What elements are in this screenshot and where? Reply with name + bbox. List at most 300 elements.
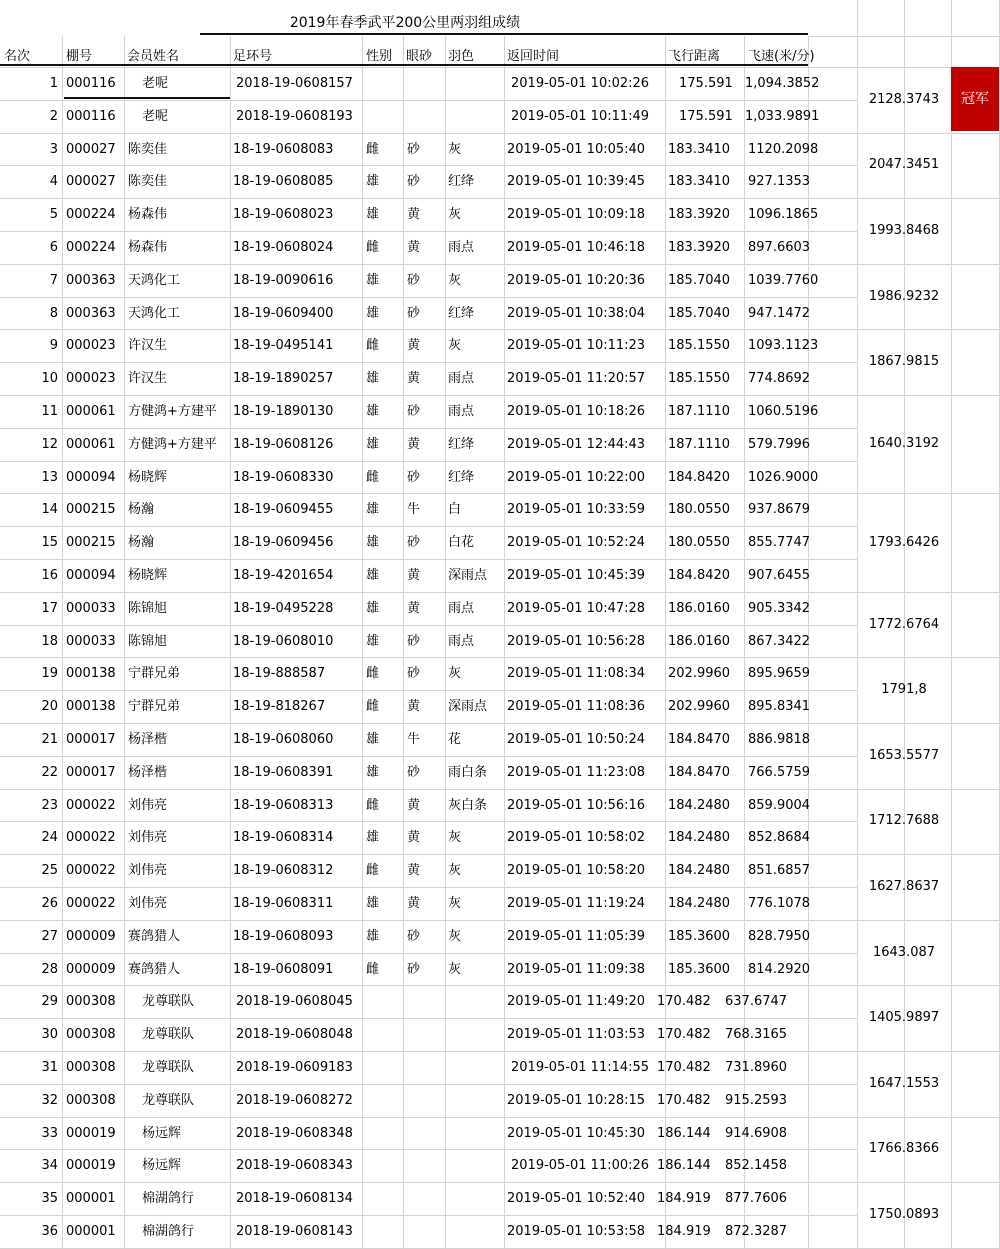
grid-col-line [904, 36, 905, 1248]
grid-row-line [0, 887, 857, 888]
member-name-cell: 杨瀚 [128, 535, 155, 550]
grid-row-line [0, 133, 857, 134]
sex-cell: 雄 [366, 174, 380, 189]
grid-row-line [857, 1182, 1000, 1183]
feather-color-cell: 灰 [448, 338, 462, 353]
column-header: 足环号 [233, 49, 273, 64]
grid-row-line [0, 657, 857, 658]
grid-row-line [0, 297, 857, 298]
ring-number-cell: 18-19-0495228 [233, 601, 334, 616]
grid-row-line [0, 1149, 857, 1150]
ring-number-cell: 18-19-0608311 [233, 896, 334, 911]
grid-row-line [0, 953, 857, 954]
eye-cell: 砂 [407, 666, 421, 681]
speed-cell: 907.6455 [748, 568, 811, 583]
grid-row-line [0, 690, 857, 691]
grid-row-line [0, 625, 857, 626]
ring-number-cell: 18-19-0608093 [233, 929, 334, 944]
eye-cell: 黄 [407, 798, 421, 813]
speed-cell: 867.3422 [748, 634, 811, 649]
eye-cell: 砂 [407, 404, 421, 419]
rank-cell: 23 [41, 798, 58, 813]
eye-cell: 黄 [407, 240, 421, 255]
rank-cell: 21 [41, 732, 58, 747]
rank-cell: 16 [41, 568, 58, 583]
grid-row-line [0, 1215, 857, 1216]
rank-cell: 24 [41, 830, 58, 845]
member-name-cell: 杨泽楷 [128, 732, 168, 747]
return-time-cell: 2019-05-01 10:53:58 [507, 1224, 646, 1239]
ring-number-cell: 18-19-0608010 [233, 634, 334, 649]
feather-color-cell: 红绛 [448, 306, 475, 321]
rank-cell: 31 [41, 1060, 58, 1075]
pair-total-cell: 1653.5577 [868, 748, 940, 763]
return-time-cell: 2019-05-01 10:11:49 [511, 109, 650, 124]
member-name-cell: 陈奕佳 [128, 142, 168, 157]
loft-cell: 000023 [66, 338, 116, 353]
grid-row-line [857, 329, 1000, 330]
ring-number-cell: 18-19-0495141 [233, 338, 334, 353]
loft-cell: 000019 [66, 1158, 116, 1173]
return-time-cell: 2019-05-01 10:28:15 [507, 1093, 646, 1108]
member-name-cell: 棉湖鸽行 [142, 1191, 195, 1206]
ring-number-cell: 18-19-0608024 [233, 240, 334, 255]
feather-color-cell: 灰 [448, 830, 462, 845]
member-name-cell: 老呢 [142, 76, 169, 91]
speed-cell: 1026.9000 [748, 470, 819, 485]
grid-col-line [403, 36, 404, 1248]
distance-cell: 185.7040 [668, 273, 731, 288]
grid-row-line [808, 36, 1000, 37]
sex-cell: 雌 [366, 863, 380, 878]
speed-cell: 1060.5196 [748, 404, 819, 419]
sex-cell: 雌 [366, 338, 380, 353]
loft-cell: 000017 [66, 765, 116, 780]
rank-cell: 4 [49, 174, 58, 189]
speed-cell: 731.8960 [725, 1060, 788, 1075]
loft-cell: 000061 [66, 404, 116, 419]
feather-color-cell: 灰 [448, 207, 462, 222]
rank-cell: 6 [49, 240, 58, 255]
feather-color-cell: 雨点 [448, 634, 475, 649]
column-header: 棚号 [66, 49, 93, 64]
distance-cell: 185.1550 [668, 338, 731, 353]
member-name-cell: 龙尊联队 [142, 1027, 195, 1042]
loft-cell: 000363 [66, 306, 116, 321]
sex-cell: 雄 [366, 732, 380, 747]
rank-cell: 28 [41, 962, 58, 977]
loft-cell: 000022 [66, 896, 116, 911]
member-name-cell: 陈锦旭 [128, 634, 168, 649]
distance-cell: 184.919 [657, 1224, 711, 1239]
loft-cell: 000308 [66, 1060, 116, 1075]
ring-number-cell: 18-19-0608313 [233, 798, 334, 813]
pair-total-cell: 2128.3743 [868, 92, 940, 107]
sex-cell: 雄 [366, 568, 380, 583]
member-name-cell: 方健鸿+方建平 [128, 404, 217, 419]
loft-cell: 000138 [66, 699, 116, 714]
return-time-cell: 2019-05-01 10:50:24 [507, 732, 646, 747]
rank-cell: 34 [41, 1158, 58, 1173]
eye-cell: 黄 [407, 437, 421, 452]
loft-cell: 000023 [66, 371, 116, 386]
return-time-cell: 2019-05-01 10:52:40 [507, 1191, 646, 1206]
ring-number-cell: 18-19-0608312 [233, 863, 334, 878]
return-time-cell: 2019-05-01 10:33:59 [507, 502, 646, 517]
feather-color-cell: 花 [448, 732, 462, 747]
sex-cell: 雄 [366, 830, 380, 845]
feather-color-cell: 红绛 [448, 470, 475, 485]
grid-row-line [857, 1117, 1000, 1118]
grid-row-line [0, 67, 857, 68]
speed-cell: 776.1078 [748, 896, 811, 911]
rank-cell: 5 [49, 207, 58, 222]
member-name-cell: 许汉生 [128, 338, 168, 353]
grid-row-line [857, 657, 1000, 658]
distance-cell: 184.8470 [668, 732, 731, 747]
member-name-cell: 杨泽楷 [128, 765, 168, 780]
feather-color-cell: 红绛 [448, 174, 475, 189]
sex-cell: 雄 [366, 306, 380, 321]
distance-cell: 184.8420 [668, 470, 731, 485]
grid-row-line [0, 1051, 857, 1052]
ring-number-cell: 18-19-1890130 [233, 404, 334, 419]
loft-cell: 000033 [66, 634, 116, 649]
sex-cell: 雌 [366, 798, 380, 813]
loft-cell: 000094 [66, 568, 116, 583]
grid-row-line [0, 789, 857, 790]
member-name-cell: 龙尊联队 [142, 1060, 195, 1075]
sex-cell: 雄 [366, 502, 380, 517]
sex-cell: 雄 [366, 437, 380, 452]
member-name-cell: 宁群兄弟 [128, 666, 181, 681]
grid-row-line [857, 493, 1000, 494]
ring-number-cell: 18-19-0608091 [233, 962, 334, 977]
loft-cell: 000001 [66, 1191, 116, 1206]
distance-cell: 175.591 [679, 109, 733, 124]
ring-number-cell: 18-19-0608314 [233, 830, 334, 845]
member-name-cell: 杨晓辉 [128, 470, 168, 485]
return-time-cell: 2019-05-01 10:11:23 [507, 338, 646, 353]
distance-cell: 184.2480 [668, 798, 731, 813]
return-time-cell: 2019-05-01 11:08:36 [507, 699, 646, 714]
ring-number-cell: 18-19-888587 [233, 666, 326, 681]
distance-cell: 185.3600 [668, 962, 731, 977]
return-time-cell: 2019-05-01 10:20:36 [507, 273, 646, 288]
ring-number-cell: 2018-19-0608343 [236, 1158, 353, 1173]
speed-cell: 814.2920 [748, 962, 811, 977]
member-name-cell: 陈锦旭 [128, 601, 168, 616]
member-name-cell: 天鸿化工 [128, 273, 181, 288]
distance-cell: 202.9960 [668, 699, 731, 714]
loft-cell: 000094 [66, 470, 116, 485]
return-time-cell: 2019-05-01 11:23:08 [507, 765, 646, 780]
speed-cell: 914.6908 [725, 1126, 788, 1141]
return-time-cell: 2019-05-01 10:47:28 [507, 601, 646, 616]
ring-number-cell: 2018-19-0608157 [236, 76, 353, 91]
ring-number-cell: 18-19-0608083 [233, 142, 334, 157]
grid-col-line [904, 0, 905, 36]
eye-cell: 黄 [407, 830, 421, 845]
eye-cell: 黄 [407, 338, 421, 353]
loft-cell: 000308 [66, 994, 116, 1009]
feather-color-cell: 灰 [448, 273, 462, 288]
eye-cell: 砂 [407, 929, 421, 944]
ring-number-cell: 18-19-0609456 [233, 535, 334, 550]
loft-cell: 000019 [66, 1126, 116, 1141]
grid-row-line [0, 493, 857, 494]
member-name-cell: 许汉生 [128, 371, 168, 386]
distance-cell: 170.482 [657, 994, 711, 1009]
ring-number-cell: 2018-19-0608045 [236, 994, 353, 1009]
speed-cell: 877.7606 [725, 1191, 788, 1206]
rank-cell: 13 [41, 470, 58, 485]
speed-cell: 1093.1123 [748, 338, 819, 353]
return-time-cell: 2019-05-01 11:20:57 [507, 371, 646, 386]
ring-number-cell: 18-19-0608023 [233, 207, 334, 222]
grid-row-line [857, 723, 1000, 724]
speed-cell: 897.6603 [748, 240, 811, 255]
loft-cell: 000224 [66, 240, 116, 255]
pair-total-cell: 1766.8366 [868, 1141, 940, 1156]
speed-cell: 905.3342 [748, 601, 811, 616]
pair-total-cell: 1647.1553 [868, 1076, 940, 1091]
sex-cell: 雄 [366, 273, 380, 288]
grid-row-line [0, 756, 857, 757]
column-header: 名次 [4, 49, 31, 64]
sex-cell: 雄 [366, 535, 380, 550]
speed-cell: 579.7996 [748, 437, 811, 452]
distance-cell: 202.9960 [668, 666, 731, 681]
grid-row-line [857, 133, 1000, 134]
grid-col-line [951, 0, 952, 36]
distance-cell: 175.591 [679, 76, 733, 91]
column-header: 飞行距离 [668, 49, 721, 64]
eye-cell: 砂 [407, 634, 421, 649]
rank-cell: 35 [41, 1191, 58, 1206]
sex-cell: 雄 [366, 207, 380, 222]
eye-cell: 牛 [407, 732, 421, 747]
speed-cell: 768.3165 [725, 1027, 788, 1042]
member-name-cell: 刘伟亮 [128, 798, 168, 813]
distance-cell: 170.482 [657, 1093, 711, 1108]
member-name-cell: 宁群兄弟 [128, 699, 181, 714]
feather-color-cell: 灰白条 [448, 798, 488, 813]
grid-row-line [0, 165, 857, 166]
grid-row-line [0, 526, 857, 527]
sex-cell: 雌 [366, 666, 380, 681]
ring-number-cell: 18-19-818267 [233, 699, 326, 714]
feather-color-cell: 深雨点 [448, 568, 488, 583]
champion-badge: 冠军 [951, 67, 999, 131]
sex-cell: 雌 [366, 142, 380, 157]
loft-cell: 000009 [66, 929, 116, 944]
return-time-cell: 2019-05-01 10:38:04 [507, 306, 646, 321]
pair-total-cell: 1986.9232 [868, 289, 940, 304]
distance-cell: 187.1110 [668, 404, 731, 419]
ring-number-cell: 18-19-0608085 [233, 174, 334, 189]
ring-number-cell: 18-19-0608391 [233, 765, 334, 780]
column-header: 会员姓名 [127, 49, 180, 64]
pair-total-cell: 1643.087 [872, 945, 936, 960]
rank-cell: 33 [41, 1126, 58, 1141]
speed-cell: 927.1353 [748, 174, 811, 189]
distance-cell: 185.3600 [668, 929, 731, 944]
rank-cell: 19 [41, 666, 58, 681]
eye-cell: 黄 [407, 207, 421, 222]
rank-cell: 15 [41, 535, 58, 550]
return-time-cell: 2019-05-01 10:22:00 [507, 470, 646, 485]
eye-cell: 砂 [407, 765, 421, 780]
member-name-cell: 刘伟亮 [128, 896, 168, 911]
feather-color-cell: 雨白条 [448, 765, 488, 780]
grid-row-line [0, 461, 857, 462]
speed-cell: 947.1472 [748, 306, 811, 321]
feather-color-cell: 雨点 [448, 404, 475, 419]
pair-total-cell: 1640.3192 [868, 436, 940, 451]
grid-row-line [0, 723, 857, 724]
rank-cell: 17 [41, 601, 58, 616]
member-name-cell: 龙尊联队 [142, 994, 195, 1009]
sex-cell: 雌 [366, 962, 380, 977]
return-time-cell: 2019-05-01 11:09:38 [507, 962, 646, 977]
feather-color-cell: 灰 [448, 896, 462, 911]
loft-cell: 000022 [66, 830, 116, 845]
member-name-cell: 杨晓辉 [128, 568, 168, 583]
grid-row-line [857, 789, 1000, 790]
rank-cell: 27 [41, 929, 58, 944]
speed-cell: 915.2593 [725, 1093, 788, 1108]
grid-col-line [857, 0, 858, 36]
rank-cell: 12 [41, 437, 58, 452]
grid-row-line [0, 264, 857, 265]
rank-cell: 14 [41, 502, 58, 517]
return-time-cell: 2019-05-01 10:02:26 [511, 76, 650, 91]
return-time-cell: 2019-05-01 10:45:39 [507, 568, 646, 583]
return-time-cell: 2019-05-01 10:56:28 [507, 634, 646, 649]
distance-cell: 184.2480 [668, 863, 731, 878]
sex-cell: 雄 [366, 371, 380, 386]
rank-cell: 8 [49, 306, 58, 321]
loft-cell: 000027 [66, 142, 116, 157]
distance-cell: 170.482 [657, 1027, 711, 1042]
member-name-cell: 龙尊联队 [142, 1093, 195, 1108]
speed-cell: 852.1458 [725, 1158, 788, 1173]
loft-cell: 000215 [66, 502, 116, 517]
rank-cell: 7 [49, 273, 58, 288]
grid-col-line [857, 36, 858, 1248]
return-time-cell: 2019-05-01 10:45:30 [507, 1126, 646, 1141]
grid-row-line [0, 1084, 857, 1085]
ring-number-cell: 18-19-0608126 [233, 437, 334, 452]
grid-row-line [0, 329, 857, 330]
return-time-cell: 2019-05-01 10:46:18 [507, 240, 646, 255]
speed-cell: 774.8692 [748, 371, 811, 386]
rank-cell: 18 [41, 634, 58, 649]
rank-cell: 30 [41, 1027, 58, 1042]
grid-row-line [0, 231, 857, 232]
distance-cell: 184.919 [657, 1191, 711, 1206]
eye-cell: 黄 [407, 699, 421, 714]
distance-cell: 184.2480 [668, 830, 731, 845]
eye-cell: 黄 [407, 568, 421, 583]
eye-cell: 黄 [407, 601, 421, 616]
distance-cell: 185.7040 [668, 306, 731, 321]
grid-row-line [0, 985, 857, 986]
loft-cell: 000061 [66, 437, 116, 452]
rank-cell: 36 [41, 1224, 58, 1239]
speed-cell: 852.8684 [748, 830, 811, 845]
loft-cell: 000017 [66, 732, 116, 747]
speed-cell: 1120.2098 [748, 142, 819, 157]
rank-cell: 22 [41, 765, 58, 780]
sex-cell: 雌 [366, 470, 380, 485]
grid-row-line [857, 1051, 1000, 1052]
grid-row-line [0, 854, 857, 855]
loft-cell: 000308 [66, 1027, 116, 1042]
return-time-cell: 2019-05-01 10:18:26 [507, 404, 646, 419]
ring-number-cell: 2018-19-0609183 [236, 1060, 353, 1075]
sex-cell: 雄 [366, 929, 380, 944]
distance-cell: 184.2480 [668, 896, 731, 911]
speed-cell: 872.3287 [725, 1224, 788, 1239]
ring-number-cell: 2018-19-0608193 [236, 109, 353, 124]
ring-number-cell: 18-19-0609400 [233, 306, 334, 321]
grid-row-line [0, 1182, 857, 1183]
grid-row-line [0, 1117, 857, 1118]
column-header: 眼砂 [406, 49, 433, 64]
return-time-cell: 2019-05-01 10:05:40 [507, 142, 646, 157]
speed-cell: 1,033.9891 [745, 109, 820, 124]
pair-total-cell: 1405.9897 [868, 1010, 940, 1025]
column-header: 飞速(米/分) [748, 49, 815, 64]
return-time-cell: 2019-05-01 10:58:20 [507, 863, 646, 878]
distance-cell: 170.482 [657, 1060, 711, 1075]
return-time-cell: 2019-05-01 11:14:55 [511, 1060, 650, 1075]
loft-cell: 000116 [66, 109, 116, 124]
eye-cell: 黄 [407, 896, 421, 911]
grid-row-line [857, 198, 1000, 199]
grid-col-line [445, 36, 446, 1248]
distance-cell: 180.0550 [668, 502, 731, 517]
feather-color-cell: 灰 [448, 863, 462, 878]
sex-cell: 雌 [366, 699, 380, 714]
rank-cell: 26 [41, 896, 58, 911]
grid-col-line [951, 36, 952, 1248]
ring-number-cell: 18-19-0090616 [233, 273, 334, 288]
member-name-cell: 杨远辉 [142, 1158, 182, 1173]
pair-total-cell: 1993.8468 [868, 223, 940, 238]
rank-cell: 3 [49, 142, 58, 157]
sex-cell: 雌 [366, 240, 380, 255]
rank-cell: 2 [49, 109, 58, 124]
feather-color-cell: 灰 [448, 666, 462, 681]
grid-row-line [0, 395, 857, 396]
grid-row-line [0, 362, 857, 363]
rank-cell: 29 [41, 994, 58, 1009]
loft-cell: 000022 [66, 798, 116, 813]
speed-cell: 895.9659 [748, 666, 811, 681]
distance-cell: 186.144 [657, 1158, 711, 1173]
grid-row-line [0, 100, 857, 101]
grid-row-line [857, 264, 1000, 265]
member-name-cell: 杨森伟 [128, 240, 168, 255]
loft-cell: 000138 [66, 666, 116, 681]
member-name-cell: 老呢 [142, 109, 169, 124]
return-time-cell: 2019-05-01 12:44:43 [507, 437, 646, 452]
return-time-cell: 2019-05-01 11:08:34 [507, 666, 646, 681]
eye-cell: 黄 [407, 371, 421, 386]
